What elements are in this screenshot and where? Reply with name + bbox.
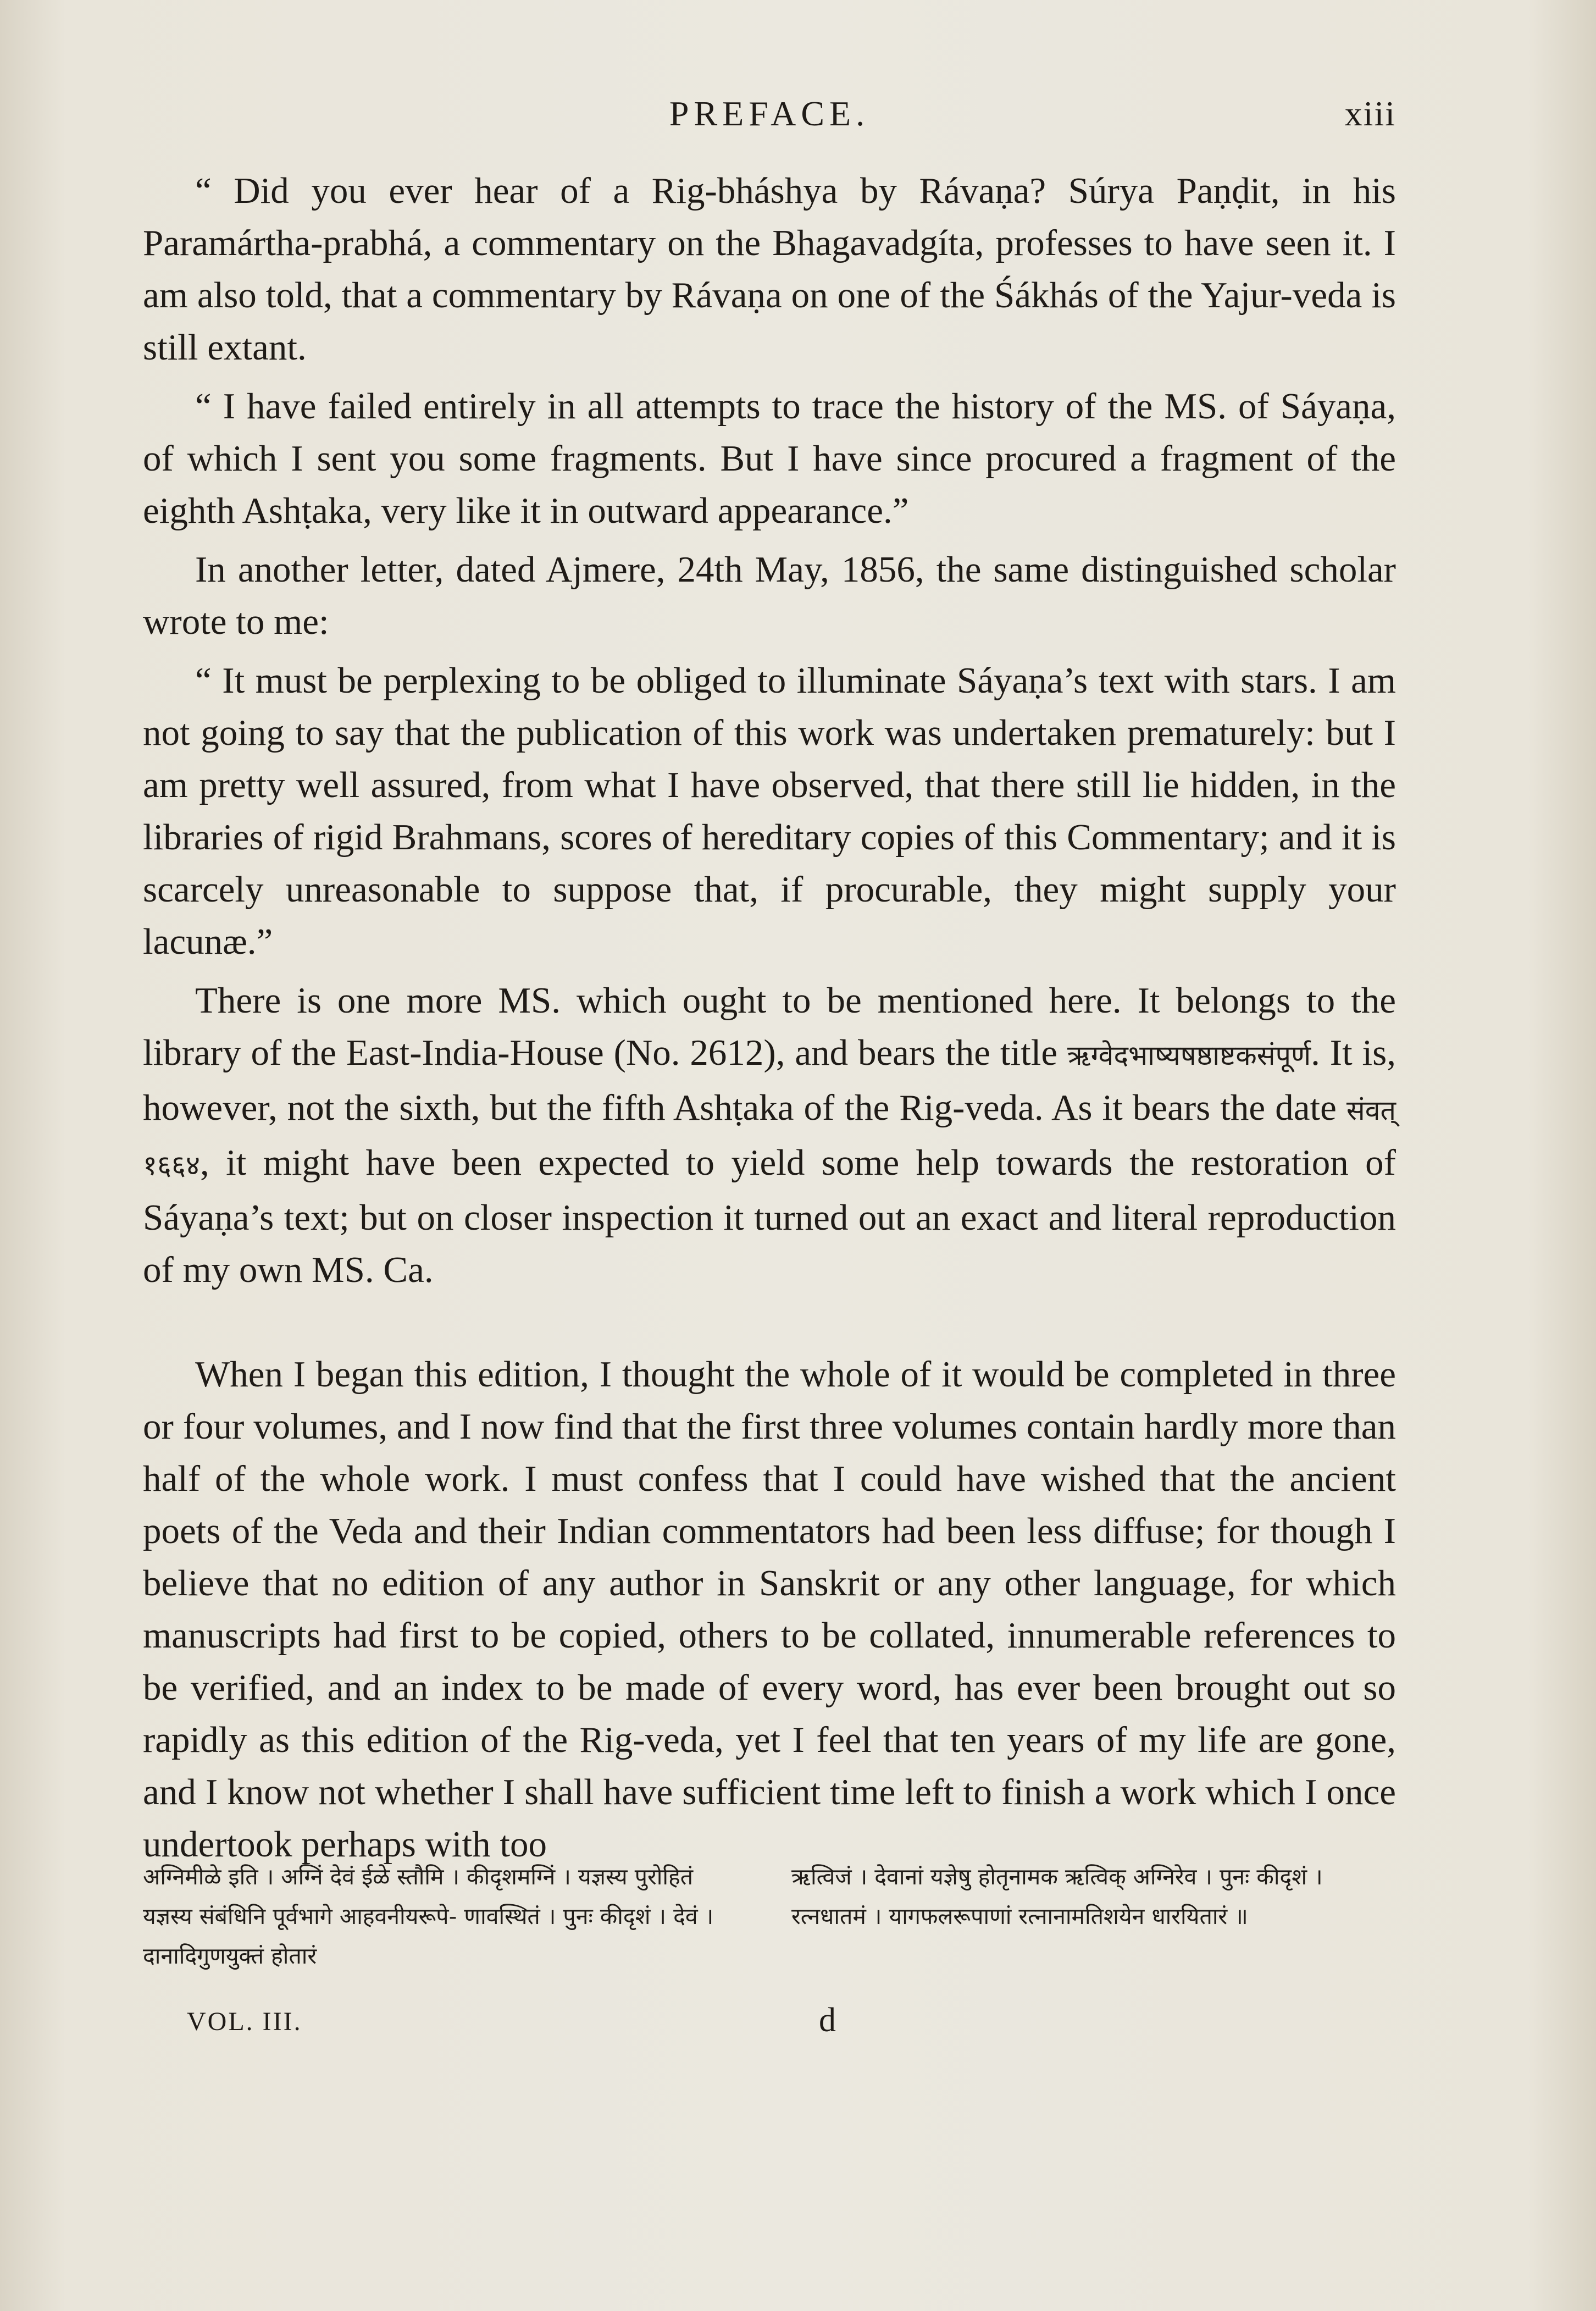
ms-sanskrit-date: संवत् १६६४ — [143, 1094, 1396, 1181]
page-footer — [187, 2002, 1396, 2045]
paragraph-ravana-quote: “ Did you ever hear of a Rig-bháshya by Rávaṇa? Súrya Paṇḍit, in his Paramártha-prabhá, a commentary on the Bhagavadgíta, professes to have seen it. I am also told, that a commentary by Rávaṇa on one of the Śákhás of the Yajur-veda is still extant. — [143, 170, 1396, 368]
paragraph-east-india-ms — [143, 975, 1396, 1296]
ms-text-part-1: There is one more MS. which ought to be mentioned here. It belongs to the library of the East-India-House (No. 2612), and bears the title — [143, 980, 1396, 1073]
signature-mark: d — [819, 2002, 836, 2039]
sanskrit-footnote — [143, 1857, 1396, 1976]
body-text — [143, 165, 1396, 1877]
ms-text-part-3: , it might have been expected to yield some help towards the restoration of Sáyaṇa’s text; but on closer inspection it turned out an exact and literal reproduction of my own MS. Ca. — [143, 1142, 1396, 1290]
volume-label: VOL. III. — [187, 2007, 302, 2036]
paragraph-lacunae-quote: “ It must be perplexing to be obliged to illuminate Sáyaṇa’s text with stars. I am not going to say that the publication of this work was undertaken prematurely: but I am pretty well assured, from what I have observed, that there still lie hidden, in the libraries of rigid Brahmans, scores of hereditary copies of this Commentary; and it is scarcely unreasonable to suppose that, if procurable, they might supply your lacunæ.” — [143, 660, 1396, 962]
paragraph-edition-remarks: When I began this edition, I thought the whole of it would be completed in three or four volumes, and I now find that the first three volumes contain hardly more than half of the whole work. I must confess that I could have wished that the ancient poets of the Veda and their Indian commentators had been less diffuse; for though I believe that no edition of any author in Sanskrit or any other language, for which manuscripts had first to be copied, others to be collated, innumerable references to be verified, and an index to be made of every word, has ever been brought out so rapidly as this edition of the Rig-veda, yet I feel that ten years of my life are gone, and I know not whether I shall have sufficient time left to finish a work which I once undertook perhaps with too — [143, 1354, 1396, 1865]
paragraph-sayana-fragments: “ I have failed entirely in all attempts to trace the history of the MS. of Sáyaṇa, of which I sent you some fragments. But I have since procured a fragment of the eighth Ashṭaka, very like it in outward appearance.” — [143, 386, 1396, 531]
footnote-right-column: ऋत्विजं । देवानां यज्ञेषु होतृनामक ऋत्विक् अग्निरेव । पुनः कीदृशं । रत्नधातमं । यागफलरूपाणां रत्नानामतिशयेन धारयितारं ॥ — [791, 1864, 1323, 1929]
paragraph-ajmere-letter: In another letter, dated Ajmere, 24th May, 1856, the same distinguished scholar wrote to me: — [143, 549, 1396, 642]
ms-sanskrit-title: ऋग्वेदभाष्यषष्ठाष्टकसंपूर्ण — [1067, 1040, 1311, 1071]
footnote-left-column: अग्निमीळे इति । अग्निं देवं ईळे स्तौमि । कीदृशमग्निं । यज्ञस्य पुरोहितं यज्ञस्य संबंधिनि पूर्वभागे आहवनीयरूपे- णावस्थितं । पुनः कीदृशं । देवं । दानादिगुणयुक्तं होतारं — [143, 1864, 714, 1969]
page-title: PREFACE. — [669, 94, 870, 133]
ms-text-part-2: . It is, however, not the sixth, but the fifth Ashṭaka of the Rig-veda. As it bears the date — [143, 1032, 1396, 1128]
page-number: xiii — [1344, 94, 1396, 133]
running-header — [143, 93, 1396, 143]
